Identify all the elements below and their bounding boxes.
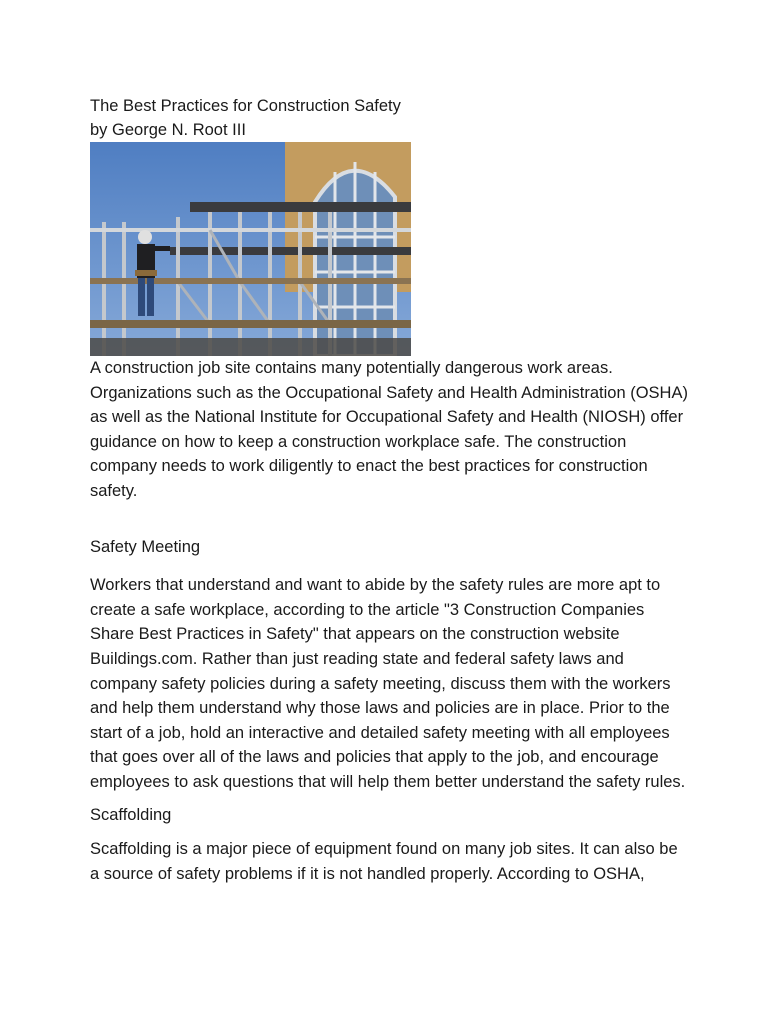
document-title: The Best Practices for Construction Safety (90, 97, 401, 115)
section-body-scaffolding: Scaffolding is a major piece of equipment found on many job sites. It can also be a source of safety problems if it is not handled properly. According to OSHA, (90, 840, 678, 883)
document-author: by George N. Root III (90, 121, 246, 139)
section-heading-scaffolding: Scaffolding (90, 805, 172, 824)
document-page (90, 94, 690, 886)
intro-paragraph: A construction job site contains many potentially dangerous work areas. Organizations such as the Occupational Safety and Health Administration (OSHA) as well as the National Institute for Occupational Safety and Health (NIOSH) offer guidance on how to keep a construction workplace safe. The construction company needs to work diligently to enact the best practices for construction safety. (90, 359, 688, 500)
construction-scaffolding-photo (90, 142, 411, 356)
section-body-safety-meeting: Workers that understand and want to abide by the safety rules are more apt to create a safe workplace, according to the article "3 Construction Companies Share Best Practices in Safety" that appears on the construction website Buildings.com. Rather than just reading state and federal safety laws and company safety policies during a safety meeting, discuss them with the workers and help them understand why those laws and policies are in place. Prior to the start of a job, hold an interactive and detailed safety meeting with all employees that goes over all of the laws and policies that apply to the job, and encourage employees to ask questions that will help them better understand the safety rules. (90, 576, 686, 791)
section-heading-safety-meeting: Safety Meeting (90, 537, 201, 556)
